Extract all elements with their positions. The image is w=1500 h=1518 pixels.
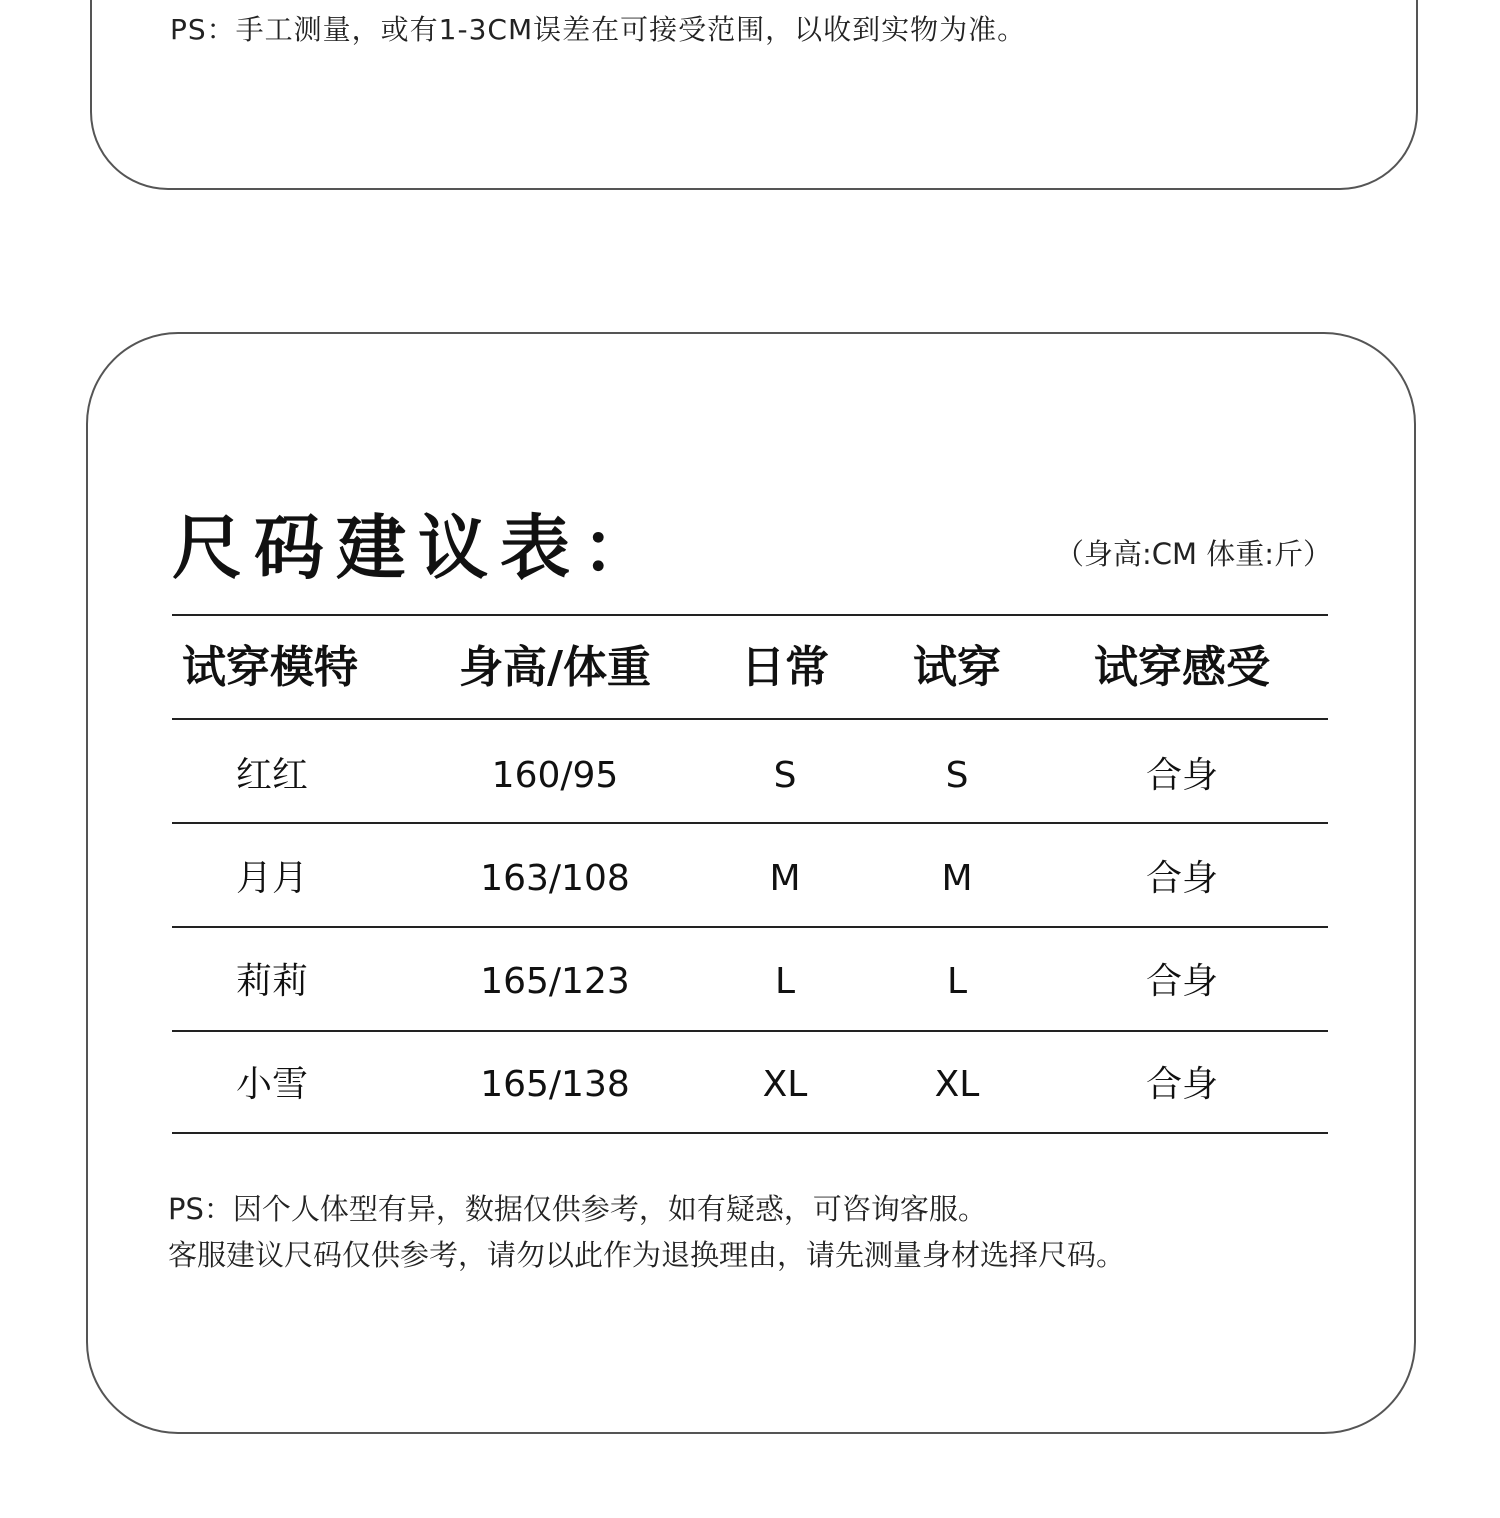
disclaimer-line-1: PS：因个人体型有异，数据仅供参考，如有疑惑，可咨询客服。 [168, 1192, 987, 1226]
table-divider [172, 926, 1328, 928]
header-model: 试穿模特 [182, 642, 358, 693]
tried-size: XL [934, 1064, 980, 1105]
tried-size: L [946, 961, 968, 1002]
size-chart-title: 尺码建议表： [172, 507, 664, 589]
daily-size: L [774, 961, 796, 1002]
table-row [172, 1035, 1328, 1135]
header-fit-feeling: 试穿感受 [1094, 642, 1270, 693]
fit-feeling: 合身 [1145, 961, 1218, 1002]
table-divider [172, 614, 1328, 616]
model-name: 红红 [235, 755, 308, 796]
disclaimer-notes [168, 1186, 1125, 1278]
table-divider [172, 1030, 1328, 1032]
table-divider [172, 718, 1328, 720]
model-name: 月月 [235, 858, 308, 899]
fit-feeling: 合身 [1145, 858, 1218, 899]
model-name: 小雪 [235, 1064, 308, 1105]
table-divider [172, 822, 1328, 824]
height-weight: 165/123 [480, 961, 630, 1002]
height-weight: 165/138 [480, 1064, 630, 1105]
table-divider [172, 1132, 1328, 1134]
fit-feeling: 合身 [1145, 1064, 1218, 1105]
unit-note: （身高:CM 体重:斤） [1054, 537, 1332, 571]
header-height-weight: 身高/体重 [458, 642, 652, 693]
fit-feeling: 合身 [1145, 755, 1218, 796]
table-header-row [172, 618, 1328, 718]
daily-size: XL [762, 1064, 808, 1105]
table-row [172, 932, 1328, 1032]
table-row [172, 829, 1328, 929]
height-weight: 160/95 [491, 755, 619, 796]
model-name: 莉莉 [235, 961, 308, 1002]
height-weight: 163/108 [480, 858, 630, 899]
table-row [172, 726, 1328, 826]
disclaimer-line-2: 客服建议尺码仅供参考，请勿以此作为退换理由，请先测量身材选择尺码。 [168, 1238, 1126, 1272]
daily-size: M [769, 858, 801, 899]
measurement-note: PS：手工测量，或有1-3CM误差在可接受范围，以收到实物为准。 [170, 13, 1027, 46]
tried-size: S [945, 755, 969, 796]
header-tried-size: 试穿 [913, 642, 1001, 693]
header-daily-size: 日常 [741, 642, 829, 693]
daily-size: S [773, 755, 797, 796]
tried-size: M [941, 858, 973, 899]
